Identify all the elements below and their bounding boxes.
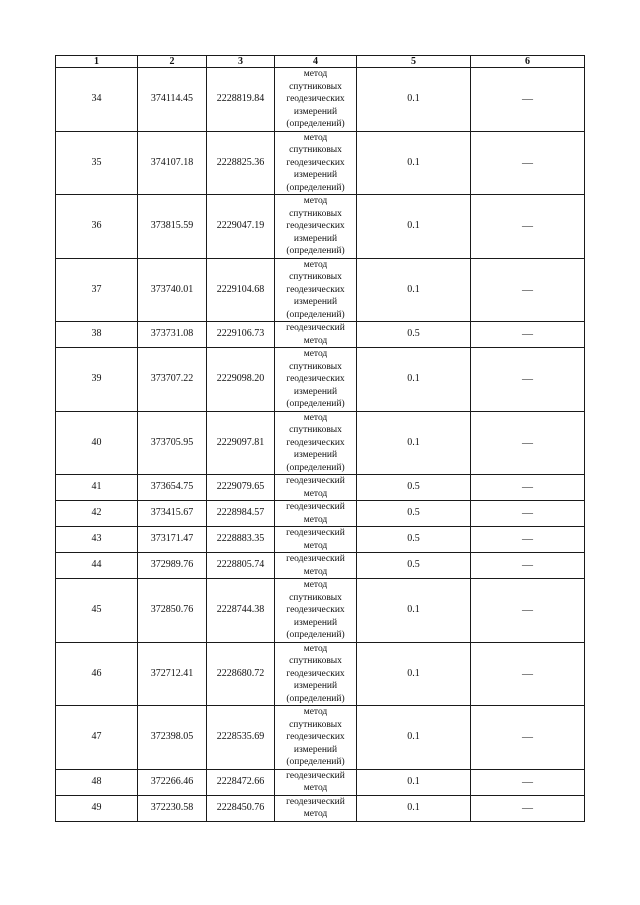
note-cell: — [471, 131, 585, 195]
table-body [56, 68, 585, 822]
table-row [56, 411, 585, 475]
method-cell: метод спутниковых геодезических измерений (определений) [275, 411, 357, 475]
x-coordinate-cell: 373740.01 [138, 258, 207, 322]
accuracy-cell: 0.1 [357, 411, 471, 475]
y-coordinate-cell: 2229079.65 [207, 475, 275, 501]
method-cell: метод спутниковых геодезических измерений (определений) [275, 706, 357, 770]
x-coordinate-cell: 373171.47 [138, 527, 207, 553]
column-header-6: 6 [471, 56, 585, 68]
x-coordinate-cell: 373731.08 [138, 322, 207, 348]
method-cell: метод спутниковых геодезических измерений (определений) [275, 68, 357, 132]
header-row [56, 56, 585, 68]
point-number-cell: 39 [56, 348, 138, 412]
y-coordinate-cell: 2228825.36 [207, 131, 275, 195]
y-coordinate-cell: 2229047.19 [207, 195, 275, 259]
column-header-5: 5 [357, 56, 471, 68]
note-cell: — [471, 322, 585, 348]
accuracy-cell: 0.1 [357, 258, 471, 322]
x-coordinate-cell: 374114.45 [138, 68, 207, 132]
point-number-cell: 38 [56, 322, 138, 348]
y-coordinate-cell: 2229104.68 [207, 258, 275, 322]
table-row [56, 769, 585, 795]
method-cell: метод спутниковых геодезических измерений (определений) [275, 348, 357, 412]
table-row [56, 195, 585, 259]
point-number-cell: 35 [56, 131, 138, 195]
point-number-cell: 48 [56, 769, 138, 795]
table-row [56, 706, 585, 770]
point-number-cell: 45 [56, 579, 138, 643]
table-row [56, 475, 585, 501]
point-number-cell: 34 [56, 68, 138, 132]
x-coordinate-cell: 372850.76 [138, 579, 207, 643]
column-header-3: 3 [207, 56, 275, 68]
note-cell: — [471, 579, 585, 643]
method-cell: метод спутниковых геодезических измерений (определений) [275, 579, 357, 643]
x-coordinate-cell: 372230.58 [138, 795, 207, 821]
table-row [56, 579, 585, 643]
column-header-1: 1 [56, 56, 138, 68]
method-cell: геодезический метод [275, 553, 357, 579]
accuracy-cell: 0.1 [357, 706, 471, 770]
accuracy-cell: 0.5 [357, 322, 471, 348]
accuracy-cell: 0.5 [357, 501, 471, 527]
column-header-4: 4 [275, 56, 357, 68]
table-row [56, 348, 585, 412]
note-cell: — [471, 501, 585, 527]
note-cell: — [471, 527, 585, 553]
accuracy-cell: 0.1 [357, 195, 471, 259]
x-coordinate-cell: 373654.75 [138, 475, 207, 501]
table-row [56, 322, 585, 348]
point-number-cell: 36 [56, 195, 138, 259]
x-coordinate-cell: 372712.41 [138, 642, 207, 706]
note-cell: — [471, 769, 585, 795]
accuracy-cell: 0.1 [357, 348, 471, 412]
accuracy-cell: 0.5 [357, 475, 471, 501]
point-number-cell: 47 [56, 706, 138, 770]
method-cell: геодезический метод [275, 322, 357, 348]
y-coordinate-cell: 2228819.84 [207, 68, 275, 132]
note-cell: — [471, 553, 585, 579]
y-coordinate-cell: 2228450.76 [207, 795, 275, 821]
note-cell: — [471, 348, 585, 412]
y-coordinate-cell: 2229097.81 [207, 411, 275, 475]
table-row [56, 527, 585, 553]
method-cell: геодезический метод [275, 769, 357, 795]
point-number-cell: 46 [56, 642, 138, 706]
x-coordinate-cell: 373815.59 [138, 195, 207, 259]
point-number-cell: 43 [56, 527, 138, 553]
y-coordinate-cell: 2228805.74 [207, 553, 275, 579]
x-coordinate-cell: 373415.67 [138, 501, 207, 527]
method-cell: геодезический метод [275, 527, 357, 553]
note-cell: — [471, 795, 585, 821]
table-row [56, 553, 585, 579]
note-cell: — [471, 642, 585, 706]
note-cell: — [471, 411, 585, 475]
x-coordinate-cell: 374107.18 [138, 131, 207, 195]
point-number-cell: 44 [56, 553, 138, 579]
x-coordinate-cell: 372398.05 [138, 706, 207, 770]
accuracy-cell: 0.5 [357, 553, 471, 579]
point-number-cell: 40 [56, 411, 138, 475]
point-number-cell: 41 [56, 475, 138, 501]
y-coordinate-cell: 2228535.69 [207, 706, 275, 770]
table-row [56, 258, 585, 322]
table-row [56, 131, 585, 195]
y-coordinate-cell: 2228472.66 [207, 769, 275, 795]
accuracy-cell: 0.1 [357, 642, 471, 706]
x-coordinate-cell: 372266.46 [138, 769, 207, 795]
method-cell: метод спутниковых геодезических измерений (определений) [275, 642, 357, 706]
table-row [56, 642, 585, 706]
method-cell: метод спутниковых геодезических измерений (определений) [275, 258, 357, 322]
accuracy-cell: 0.1 [357, 579, 471, 643]
table-row [56, 68, 585, 132]
note-cell: — [471, 475, 585, 501]
point-number-cell: 49 [56, 795, 138, 821]
x-coordinate-cell: 373707.22 [138, 348, 207, 412]
method-cell: геодезический метод [275, 475, 357, 501]
y-coordinate-cell: 2228984.57 [207, 501, 275, 527]
point-number-cell: 42 [56, 501, 138, 527]
method-cell: метод спутниковых геодезических измерений (определений) [275, 131, 357, 195]
method-cell: геодезический метод [275, 501, 357, 527]
accuracy-cell: 0.1 [357, 68, 471, 132]
accuracy-cell: 0.1 [357, 131, 471, 195]
y-coordinate-cell: 2228680.72 [207, 642, 275, 706]
x-coordinate-cell: 373705.95 [138, 411, 207, 475]
accuracy-cell: 0.1 [357, 795, 471, 821]
note-cell: — [471, 258, 585, 322]
accuracy-cell: 0.1 [357, 769, 471, 795]
accuracy-cell: 0.5 [357, 527, 471, 553]
y-coordinate-cell: 2229098.20 [207, 348, 275, 412]
method-cell: геодезический метод [275, 795, 357, 821]
column-header-2: 2 [138, 56, 207, 68]
table-header [56, 56, 585, 68]
y-coordinate-cell: 2228744.38 [207, 579, 275, 643]
coordinates-table [55, 55, 585, 822]
table-row [56, 795, 585, 821]
x-coordinate-cell: 372989.76 [138, 553, 207, 579]
table-row [56, 501, 585, 527]
note-cell: — [471, 195, 585, 259]
point-number-cell: 37 [56, 258, 138, 322]
note-cell: — [471, 706, 585, 770]
y-coordinate-cell: 2229106.73 [207, 322, 275, 348]
method-cell: метод спутниковых геодезических измерений (определений) [275, 195, 357, 259]
y-coordinate-cell: 2228883.35 [207, 527, 275, 553]
note-cell: — [471, 68, 585, 132]
